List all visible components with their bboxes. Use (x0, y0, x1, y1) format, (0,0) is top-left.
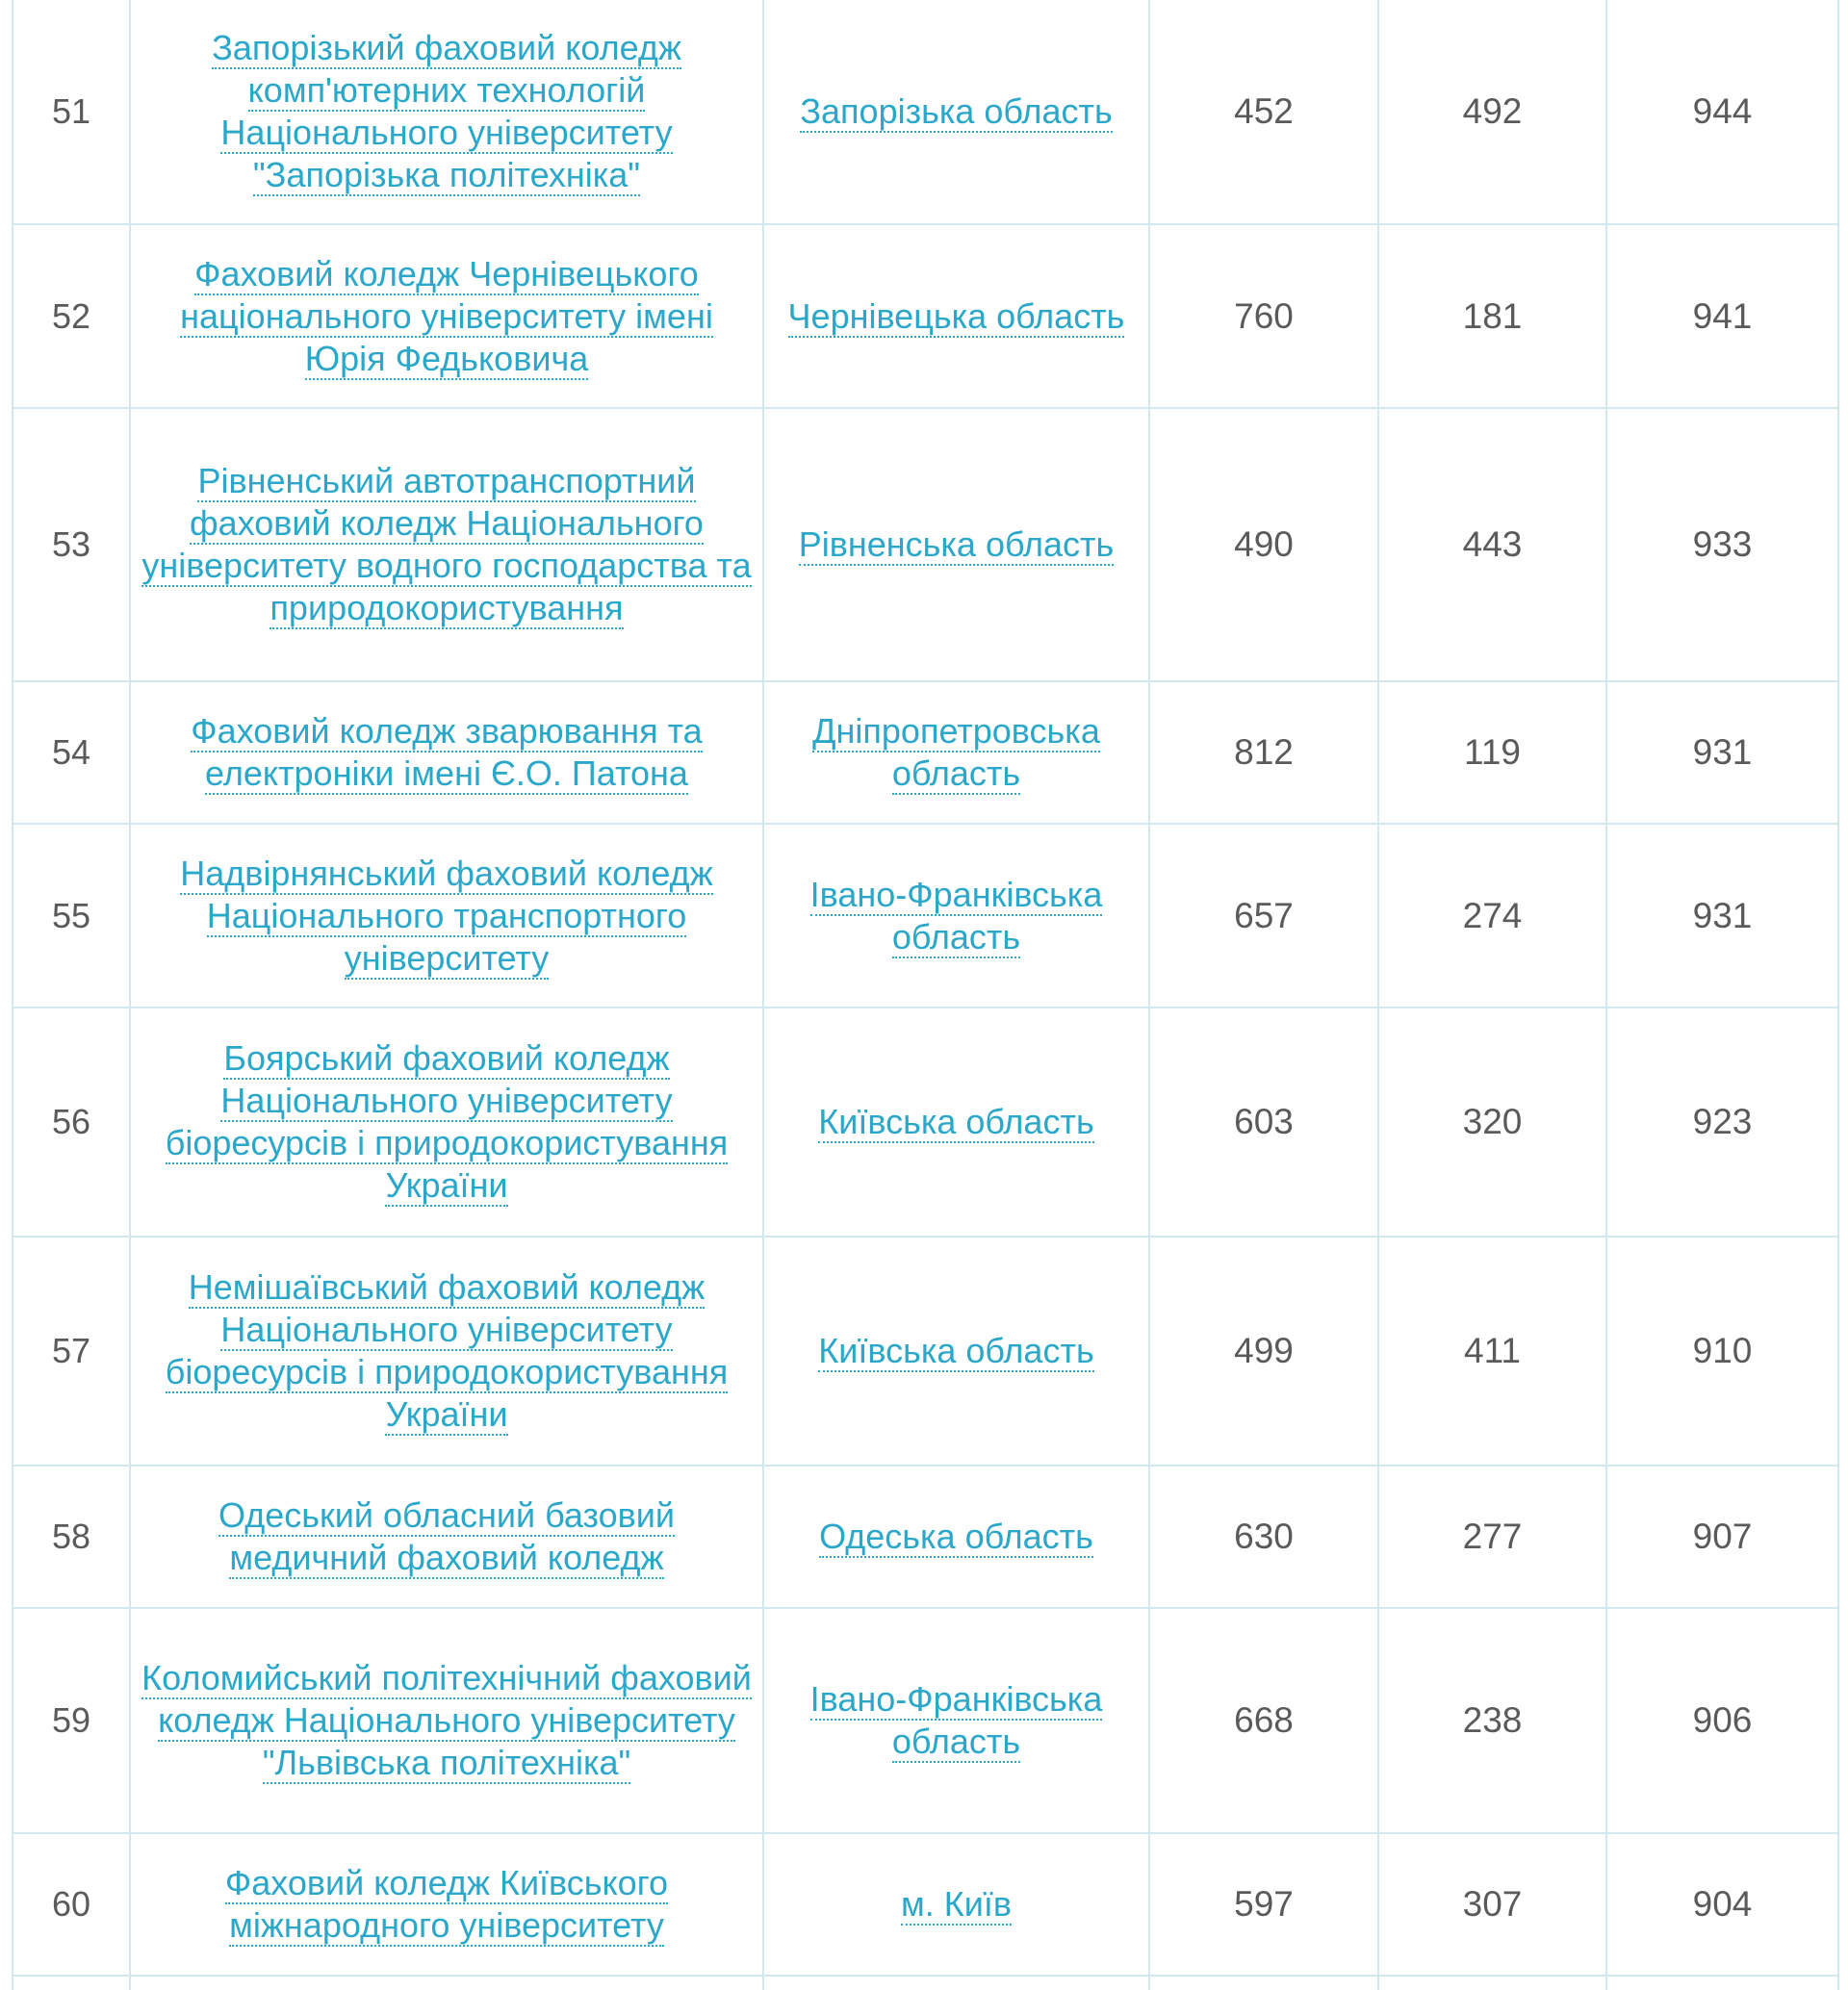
score-cell-2: 238 (1378, 1608, 1606, 1833)
total-score-cell: 941 (1606, 224, 1838, 408)
region-link[interactable]: Дніпропетровська область (812, 711, 1100, 793)
table-row (13, 0, 1838, 224)
score-cell-2: 119 (1378, 681, 1606, 824)
region-link[interactable]: Київська область (818, 1331, 1094, 1370)
total-score-cell: 910 (1606, 1237, 1838, 1466)
rank-cell: 55 (13, 824, 130, 1008)
college-link[interactable]: Фаховий коледж Київського міжнародного університету (224, 1863, 669, 1945)
college-link[interactable]: Одеський обласний базовий медичний фаховий коледж (218, 1495, 675, 1577)
college-link[interactable]: Боярський фаховий коледж Національного університету біоресурсів і природокористування України (165, 1038, 729, 1205)
rank-cell: 56 (13, 1008, 130, 1237)
score-cell-1: 812 (1149, 681, 1378, 824)
score-cell-1: 603 (1149, 1008, 1378, 1237)
rank-cell: 53 (13, 408, 130, 681)
ranking-table-body (13, 0, 1838, 1990)
total-score-cell: 931 (1606, 824, 1838, 1008)
college-ranking-table (12, 0, 1839, 1990)
college-link[interactable]: Надвірнянський фаховий коледж Національного транспортного університету (180, 853, 713, 978)
total-score-cell: 933 (1606, 408, 1838, 681)
rank-cell: 59 (13, 1608, 130, 1833)
score-cell-1: 597 (1149, 1833, 1378, 1976)
score-cell-2: 411 (1378, 1237, 1606, 1466)
college-link[interactable]: Немішаївський фаховий коледж Національного університету біоресурсів і природокористування України (165, 1267, 729, 1434)
table-row (13, 1008, 1838, 1237)
score-cell-1: 490 (1149, 408, 1378, 681)
table-row-partial (13, 1976, 1838, 1990)
table-row (13, 408, 1838, 681)
region-link[interactable]: Івано-Франківська область (809, 874, 1103, 957)
score-cell-2: 443 (1378, 408, 1606, 681)
score-cell-2: 307 (1378, 1833, 1606, 1976)
region-link[interactable]: Київська область (818, 1102, 1094, 1141)
score-cell-2: 320 (1378, 1008, 1606, 1237)
score-cell-2: 277 (1378, 1466, 1606, 1608)
table-row (13, 1466, 1838, 1608)
table-row (13, 824, 1838, 1008)
score-cell-1: 668 (1149, 1608, 1378, 1833)
total-score-cell: 931 (1606, 681, 1838, 824)
total-score-cell: 944 (1606, 0, 1838, 224)
score-cell-2: 492 (1378, 0, 1606, 224)
score-cell-1: 452 (1149, 0, 1378, 224)
region-link[interactable]: Івано-Франківська область (809, 1679, 1103, 1761)
college-link[interactable]: Фаховий коледж Чернівецького національного університету імені Юрія Федьковича (180, 253, 713, 378)
region-link[interactable]: Чернівецька область (787, 295, 1125, 336)
score-cell-2: 181 (1378, 224, 1606, 408)
region-link[interactable]: м. Київ (901, 1884, 1012, 1924)
rank-cell: 54 (13, 681, 130, 824)
region-link[interactable]: Одеська область (819, 1517, 1093, 1556)
rank-cell: 58 (13, 1466, 130, 1608)
total-score-cell: 923 (1606, 1008, 1838, 1237)
college-link[interactable]: Коломийський політехнічний фаховий коледж Національного університету "Львівська політехніка" (141, 1658, 752, 1782)
table-row (13, 1608, 1838, 1833)
rank-cell: 57 (13, 1237, 130, 1466)
total-score-cell: 907 (1606, 1466, 1838, 1608)
college-link[interactable]: Рівненський автотранспортний фаховий коледж Національного університету водного господарства та природокористування (141, 461, 752, 627)
score-cell-2: 274 (1378, 824, 1606, 1008)
rank-cell: 52 (13, 224, 130, 408)
rank-cell: 51 (13, 0, 130, 224)
total-score-cell: 904 (1606, 1833, 1838, 1976)
score-cell-1: 657 (1149, 824, 1378, 1008)
table-row (13, 224, 1838, 408)
total-score-cell: 906 (1606, 1608, 1838, 1833)
region-link[interactable]: Запорізька область (800, 91, 1113, 131)
score-cell-1: 630 (1149, 1466, 1378, 1608)
region-link[interactable]: Рівненська область (798, 524, 1115, 564)
rank-cell: 60 (13, 1833, 130, 1976)
score-cell-1: 499 (1149, 1237, 1378, 1466)
table-row (13, 1237, 1838, 1466)
score-cell-1: 760 (1149, 224, 1378, 408)
table-row (13, 681, 1838, 824)
college-link[interactable]: Фаховий коледж зварювання та електроніки імені Є.О. Патона (191, 711, 703, 793)
college-link[interactable]: Запорізький фаховий коледж комп'ютерних технологій Національного університету "Запорізька політехніка" (212, 28, 681, 194)
table-row (13, 1833, 1838, 1976)
